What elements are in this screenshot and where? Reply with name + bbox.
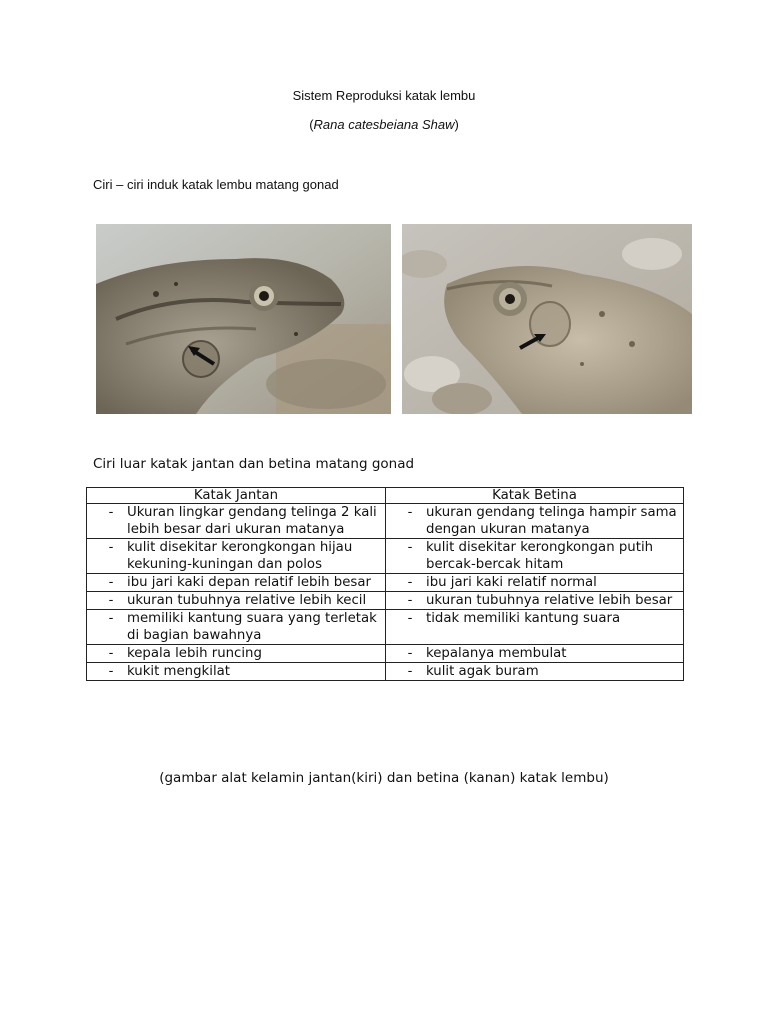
male-trait: kulit disekitar kerongkongan hijau kekuning-kuningan dan polos: [127, 540, 353, 572]
subtitle-open-paren: (: [309, 117, 314, 132]
bullfrog-male-photo: [96, 224, 391, 414]
female-trait: ukuran gendang telinga hampir sama dengan ukuran matanya: [426, 505, 677, 537]
bullet: -: [407, 575, 413, 590]
bullet: -: [108, 593, 114, 608]
bullet: -: [108, 575, 114, 590]
bullet: -: [407, 664, 413, 679]
bullet: -: [407, 593, 413, 608]
male-trait: ibu jari kaki depan relatif lebih besar: [127, 575, 371, 590]
subtitle-close-paren: ): [454, 117, 459, 132]
female-trait: kulit disekitar kerongkongan putih bercak-bercak hitam: [426, 540, 654, 572]
bullfrog-female-photo: [402, 224, 692, 414]
section-heading-mature-traits: Ciri – ciri induk katak lembu matang gonad: [93, 177, 339, 192]
bullet: -: [407, 646, 413, 661]
species-subtitle: [0, 117, 768, 132]
species-name: Rana catesbeiana Shaw: [313, 117, 455, 132]
bullet: -: [407, 540, 413, 555]
male-trait: ukuran tubuhnya relative lebih kecil: [127, 593, 367, 608]
bullet: -: [108, 505, 114, 520]
male-trait: Ukuran lingkar gendang telinga 2 kali lebih besar dari ukuran matanya: [127, 505, 377, 537]
female-trait: tidak memiliki kantung suara: [426, 611, 621, 626]
male-trait: kepala lebih runcing: [127, 646, 262, 661]
table-row: [87, 610, 684, 645]
female-trait: kulit agak buram: [426, 664, 539, 679]
figure-caption: (gambar alat kelamin jantan(kiri) dan betina (kanan) katak lembu): [159, 770, 609, 786]
header-katak-betina: Katak Betina: [386, 488, 684, 504]
table-row: [87, 504, 684, 539]
table-row: [87, 663, 684, 681]
section-heading-external-traits: Ciri luar katak jantan dan betina matang gonad: [93, 456, 415, 472]
male-trait: memiliki kantung suara yang terletak di bagian bawahnya: [127, 611, 377, 643]
table-row: [87, 645, 684, 663]
female-trait: ukuran tubuhnya relative lebih besar: [426, 593, 673, 608]
female-trait: ibu jari kaki relatif normal: [426, 575, 597, 590]
bullet: -: [108, 611, 114, 626]
bullet: -: [108, 664, 114, 679]
table-row: [87, 592, 684, 610]
bullet: -: [108, 540, 114, 555]
table-row: [87, 574, 684, 592]
header-katak-jantan: Katak Jantan: [87, 488, 386, 504]
bullet: -: [407, 505, 413, 520]
table-row: [87, 539, 684, 574]
comparison-table: [86, 487, 684, 681]
female-trait: kepalanya membulat: [426, 646, 567, 661]
bullet: -: [108, 646, 114, 661]
table-header-row: [87, 488, 684, 504]
bullet: -: [407, 611, 413, 626]
page-title: Sistem Reproduksi katak lembu: [292, 88, 476, 103]
male-trait: kukit mengkilat: [127, 664, 231, 679]
